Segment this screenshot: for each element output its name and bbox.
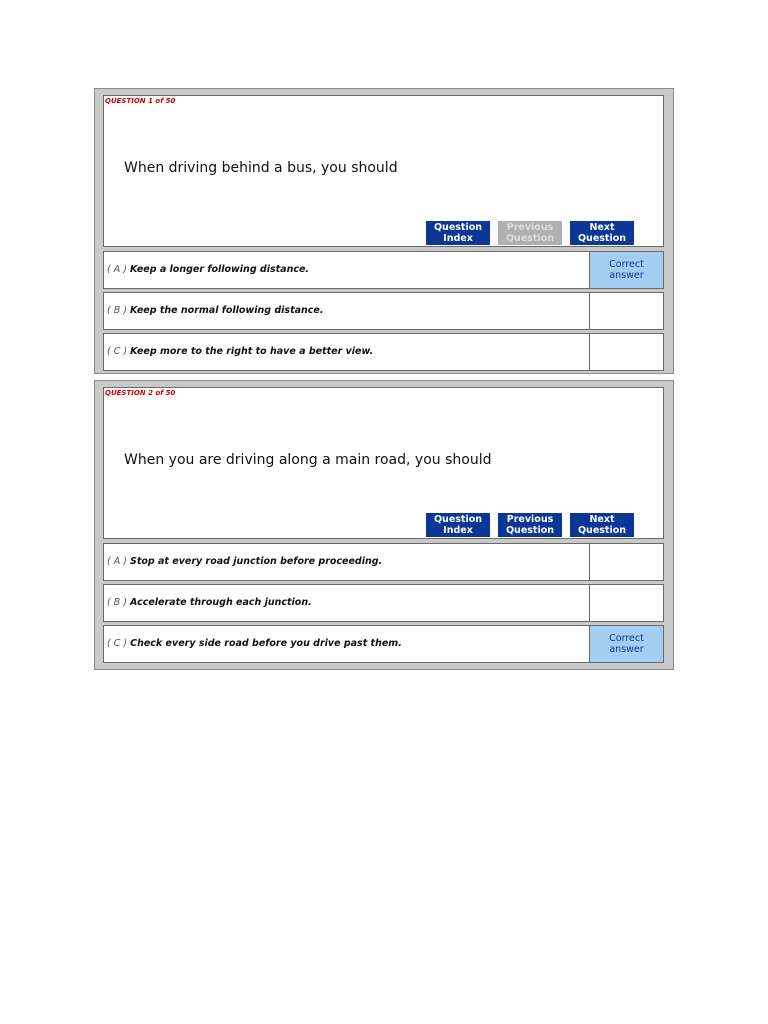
question-number: QUESTION 2 of 50: [105, 389, 176, 397]
correct-label-line2: answer: [609, 270, 644, 281]
button-label-line2: Question: [577, 233, 627, 244]
button-label-line2: Index: [443, 233, 473, 244]
answer-label: [107, 346, 373, 357]
answer-label: [107, 638, 402, 649]
answer-letter: ( A ): [107, 556, 127, 567]
button-label-line1: Question: [433, 514, 483, 525]
button-label-line1: Next: [589, 222, 615, 233]
question-card-1: [94, 88, 674, 374]
correct-label-line1: Correct: [609, 633, 644, 644]
question-index-button[interactable]: [426, 513, 490, 537]
answer-text: Stop at every road junction before proceeding.: [129, 556, 383, 567]
answer-mark-cell: [589, 293, 663, 329]
question-index-button[interactable]: [426, 221, 490, 245]
answer-option-c[interactable]: [103, 333, 664, 371]
answer-letter: ( C ): [107, 346, 128, 357]
button-label-line2: Question: [577, 525, 627, 536]
answer-text: Keep a longer following distance.: [129, 264, 310, 275]
next-question-button[interactable]: [570, 221, 634, 245]
button-label-line2: Index: [443, 525, 473, 536]
button-label-line1: Next: [589, 514, 615, 525]
correct-label-line2: answer: [609, 644, 644, 655]
question-number: QUESTION 1 of 50: [105, 97, 176, 105]
correct-answer-indicator: [589, 626, 663, 662]
answer-letter: ( C ): [107, 638, 128, 649]
question-panel: [103, 95, 664, 247]
question-card-2: [94, 380, 674, 670]
answer-text: Keep more to the right to have a better view.: [130, 346, 374, 357]
button-label-line2: Question: [505, 233, 555, 244]
button-label-line1: Previous: [506, 222, 554, 233]
answer-mark-cell: [589, 334, 663, 370]
answer-option-b[interactable]: [103, 584, 664, 622]
previous-question-button[interactable]: [498, 221, 562, 245]
answer-text: Keep the normal following distance.: [130, 305, 324, 316]
answer-option-c[interactable]: [103, 625, 664, 663]
button-label-line1: Previous: [506, 514, 554, 525]
answer-option-a[interactable]: [103, 543, 664, 581]
answer-text: Check every side road before you drive past them.: [130, 638, 402, 649]
correct-label-line1: Correct: [609, 259, 644, 270]
previous-question-button[interactable]: [498, 513, 562, 537]
button-label-line1: Question: [433, 222, 483, 233]
correct-answer-indicator: [589, 252, 663, 288]
answer-label: [107, 305, 323, 316]
answer-text: Accelerate through each junction.: [130, 597, 312, 608]
button-label-line2: Question: [505, 525, 555, 536]
next-question-button[interactable]: [570, 513, 634, 537]
answer-mark-cell: [589, 585, 663, 621]
question-text: When you are driving along a main road, you should: [124, 452, 492, 468]
answer-letter: ( B ): [107, 597, 127, 608]
answer-label: [107, 556, 382, 567]
answer-label: [107, 597, 312, 608]
answer-option-a[interactable]: [103, 251, 664, 289]
answer-mark-cell: [589, 544, 663, 580]
answer-letter: ( B ): [107, 305, 127, 316]
question-text: When driving behind a bus, you should: [124, 160, 398, 176]
answer-letter: ( A ): [107, 264, 127, 275]
answer-label: [107, 264, 309, 275]
question-panel: [103, 387, 664, 539]
answer-option-b[interactable]: [103, 292, 664, 330]
